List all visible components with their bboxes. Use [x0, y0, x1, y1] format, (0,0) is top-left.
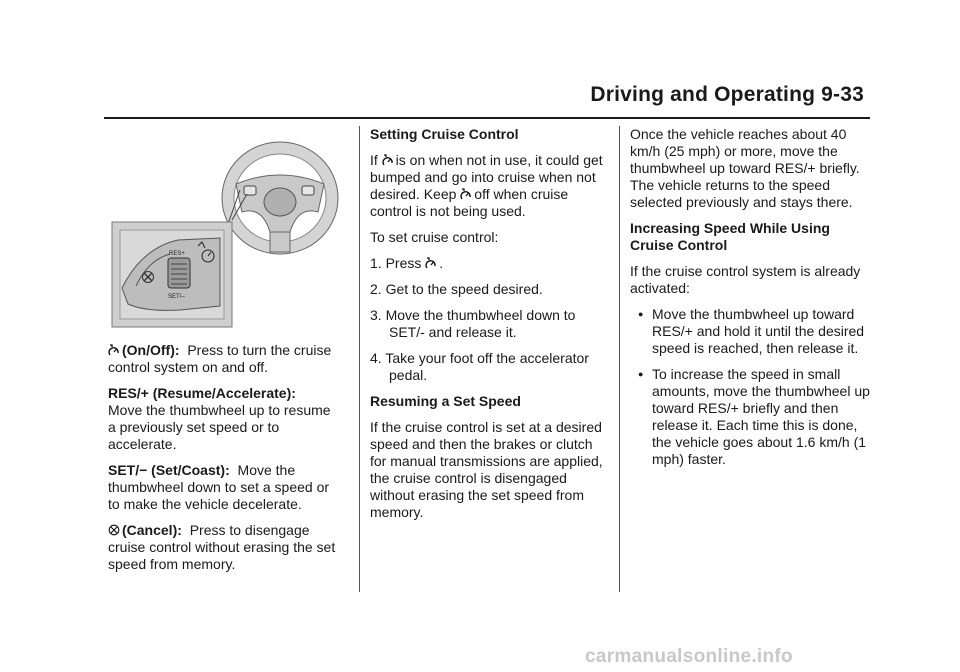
bullet-item [630, 366, 870, 468]
cruise-control-icon [108, 344, 120, 356]
heading-increasing: Increasing Speed While Using Cruise Control [630, 220, 830, 253]
step1a-text: 1. Press [370, 255, 422, 271]
cancel-label: (Cancel): [122, 522, 182, 538]
res-text: Move the thumbwheel up to resume a previously set speed or to accelerate. [108, 402, 331, 452]
bullet-item [630, 306, 870, 357]
res-heading: RES/+ (Resume/Accelerate): [108, 385, 296, 401]
cruise-control-icon [382, 154, 394, 166]
step-4: 4. Take your foot off the accelerator pedal. [370, 350, 589, 383]
set-text: Move the thumbwheel down to set a speed or to make the vehicle decelerate. [108, 462, 330, 512]
step-3: 3. Move the thumbwheel down to SET/- and release it. [370, 307, 576, 340]
column-1 [108, 342, 340, 582]
step1b-text: . [439, 255, 444, 271]
cancel-icon [108, 524, 120, 536]
p1a-text: If [370, 152, 378, 168]
paragraph-to-set: To set cruise control: [370, 229, 499, 245]
p1b-text: is on when not in use, it could get bumped and go into cruise when not desired. Keep [370, 152, 603, 202]
heading-setting-cruise: Setting Cruise Control [370, 126, 519, 142]
set-paragraph [108, 462, 340, 513]
bullet-1-text: Move the thumbwheel up toward RES/+ and hold it until the desired speed is reached, then release it. [652, 306, 865, 356]
paragraph-resuming: If the cruise control is set at a desired speed and then the brakes or clutch for manual transmissions are applied, the cruise control is disengaged without erasing the set speed from memory. [370, 419, 603, 520]
column-3 [630, 126, 870, 477]
column-divider-2 [619, 126, 620, 592]
page-header-title: Driving and Operating 9-33 [590, 83, 864, 106]
cruise-control-switch-inset [112, 222, 232, 327]
set-heading: SET/− (Set/Coast): [108, 462, 230, 478]
cruise-control-icon [460, 188, 472, 200]
heading-resuming: Resuming a Set Speed [370, 393, 521, 409]
bullet-icon: ● [638, 369, 644, 379]
res-label: RES+ [169, 251, 185, 257]
bullet-2-text: To increase the speed in small amounts, move the thumbwheel up toward RES/+ briefly and then release it. Each time this is done, the vehicle goes about 1.6 km/h (1 mph) faster. [652, 366, 870, 467]
cruise-control-icon [425, 257, 437, 269]
step-1 [370, 255, 610, 272]
onoff-paragraph [108, 342, 340, 376]
paragraph-if-on [370, 152, 610, 220]
res-paragraph [108, 385, 340, 453]
watermark: carmanualsonline.info [585, 646, 793, 667]
step-2: 2. Get to the speed desired. [370, 281, 543, 297]
column-divider-1 [359, 126, 360, 592]
onoff-text: Press to turn the cruise control system on and off. [108, 342, 332, 375]
p1c-text: off when cruise control is not being used. [370, 186, 569, 219]
steering-wheel-figure [108, 128, 340, 330]
paragraph-once: Once the vehicle reaches about 40 km/h (25 mph) or more, move the thumbwheel up toward RES/+ briefly. The vehicle returns to the speed selected previously and stays there. [630, 126, 860, 210]
cancel-paragraph [108, 522, 340, 573]
header-rule [104, 117, 870, 119]
steering-wheel-illustration [222, 142, 338, 254]
paragraph-if-activated: If the cruise control system is already activated: [630, 263, 861, 296]
bullet-icon: ● [638, 309, 644, 319]
set-label: SET/– [168, 294, 185, 300]
onoff-label: (On/Off): [122, 342, 180, 358]
cancel-text: Press to disengage cruise control without erasing the set speed from memory. [108, 522, 336, 572]
column-2 [370, 126, 610, 530]
